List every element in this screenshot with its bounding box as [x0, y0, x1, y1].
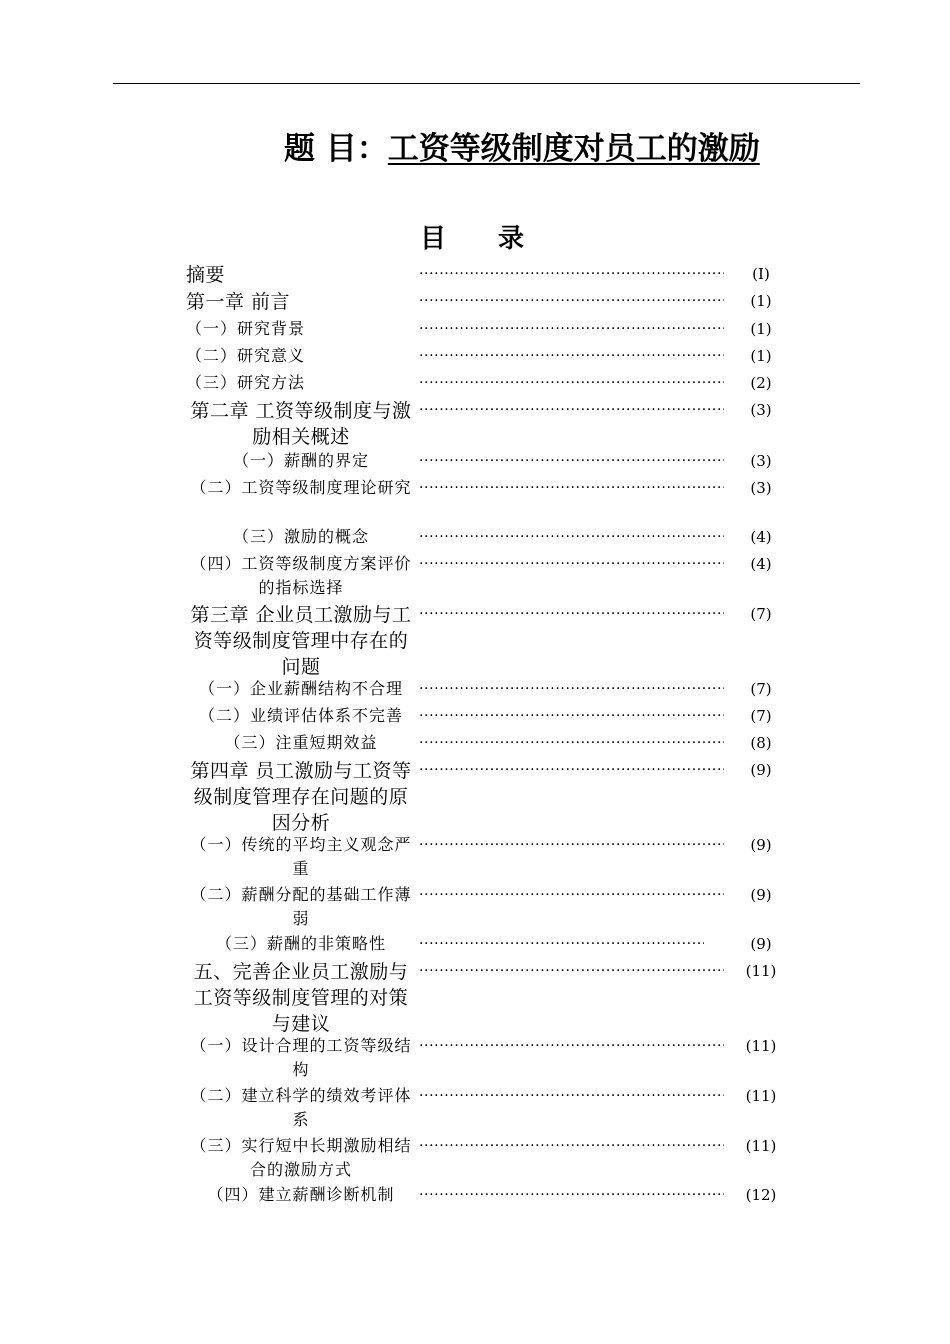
toc-entry-label: （四）工资等级制度方案评价的指标选择 — [190, 554, 412, 597]
toc-entry-page: (12) — [745, 1186, 777, 1204]
header-rule — [113, 83, 860, 84]
dot-leader — [419, 525, 724, 549]
toc-entry-label: （一）薪酬的界定 — [232, 451, 369, 470]
dot-leader — [419, 449, 724, 473]
toc-entry-label: 第二章 工资等级制度与激励相关概述 — [190, 400, 412, 448]
toc-entry-label: 五、完善企业员工激励与工资等级制度管理的对策与建议 — [193, 961, 409, 1035]
dot-leader — [419, 398, 724, 422]
dot-leader — [419, 731, 724, 755]
toc-entry-label: （二）研究意义 — [186, 346, 306, 365]
dot-leader — [419, 317, 724, 341]
toc-entry-page: (2) — [750, 374, 772, 392]
toc-entry-label: （二）薪酬分配的基础工作薄弱 — [190, 885, 412, 928]
toc-entry-page: (9) — [750, 836, 772, 854]
toc-entry-page: (11) — [745, 1087, 777, 1105]
dot-leader — [419, 883, 724, 907]
toc-entry-page: (1) — [750, 320, 772, 338]
dot-leader — [419, 371, 724, 395]
toc-entry-label: （一）企业薪酬结构不合理 — [198, 679, 403, 698]
title-prefix: 题 目： — [284, 131, 388, 167]
toc-entry-label: 第一章 前言 — [186, 291, 291, 313]
dot-leader — [419, 1183, 724, 1207]
toc-entry-label: （三）研究方法 — [186, 373, 306, 392]
dot-leader — [419, 289, 724, 313]
toc-entry-page: (9) — [750, 886, 772, 904]
dot-leader — [419, 602, 724, 626]
dot-leader — [419, 1134, 724, 1158]
toc-entry-page: (I) — [752, 265, 770, 283]
dot-leader — [419, 677, 724, 701]
toc-entry-label: （三）薪酬的非策略性 — [215, 934, 386, 953]
toc-entry-page: (11) — [745, 1137, 777, 1155]
toc-entry-page: (9) — [750, 935, 772, 953]
toc-entry-label: （三）实行短中长期激励相结合的激励方式 — [190, 1136, 412, 1179]
dot-leader — [419, 1084, 724, 1108]
toc-entry-page: (11) — [745, 1037, 777, 1055]
dot-leader — [419, 758, 724, 782]
toc-entry-label: （四）建立薪酬诊断机制 — [207, 1185, 395, 1204]
toc-entry-page: (3) — [750, 401, 772, 419]
toc-entry-page: (11) — [745, 962, 777, 980]
toc-entry-page: (3) — [750, 452, 772, 470]
dot-leader — [419, 344, 724, 368]
toc-entry-page: (7) — [750, 680, 772, 698]
dot-leader — [419, 552, 724, 576]
toc-entry-label: （二）业绩评估体系不完善 — [198, 706, 403, 725]
toc-entry-label: 第三章 企业员工激励与工资等级制度管理中存在的问题 — [190, 604, 412, 678]
dot-leader — [419, 932, 704, 956]
toc-entry-label: （三）注重短期效益 — [224, 733, 378, 752]
toc-entry-label: （二）建立科学的绩效考评体系 — [190, 1086, 412, 1129]
document-title — [284, 127, 760, 171]
dot-leader — [419, 833, 724, 857]
toc-entry-label: 第四章 员工激励与工资等级制度管理存在问题的原因分析 — [190, 760, 412, 834]
toc-entry-page: (1) — [750, 347, 772, 365]
toc-entry-page: (3) — [750, 479, 772, 497]
dot-leader — [419, 262, 724, 286]
toc-entry-label: （二）工资等级制度理论研究 — [190, 478, 412, 497]
toc-heading: 目录 — [420, 224, 577, 254]
toc-entry-label: 摘要 — [186, 264, 226, 286]
toc-entry-page: (7) — [750, 605, 772, 623]
dot-leader — [419, 476, 724, 500]
toc-entry-page: (9) — [750, 761, 772, 779]
dot-leader — [419, 704, 724, 728]
toc-entry-page: (4) — [750, 528, 772, 546]
toc-entry-label: （三）激励的概念 — [232, 527, 369, 546]
toc-entry-page: (4) — [750, 555, 772, 573]
toc-entry-page: (8) — [750, 734, 772, 752]
title-text: 工资等级制度对员工的激励 — [387, 131, 760, 167]
toc-entry-label: （一）研究背景 — [186, 319, 306, 338]
toc-entry-label: （一）传统的平均主义观念严重 — [190, 835, 412, 878]
dot-leader — [419, 959, 724, 983]
dot-leader — [419, 1034, 724, 1058]
toc-entry-label: （一）设计合理的工资等级结构 — [190, 1036, 412, 1079]
toc-entry-page: (7) — [750, 707, 772, 725]
toc-entry-page: (1) — [750, 292, 772, 310]
